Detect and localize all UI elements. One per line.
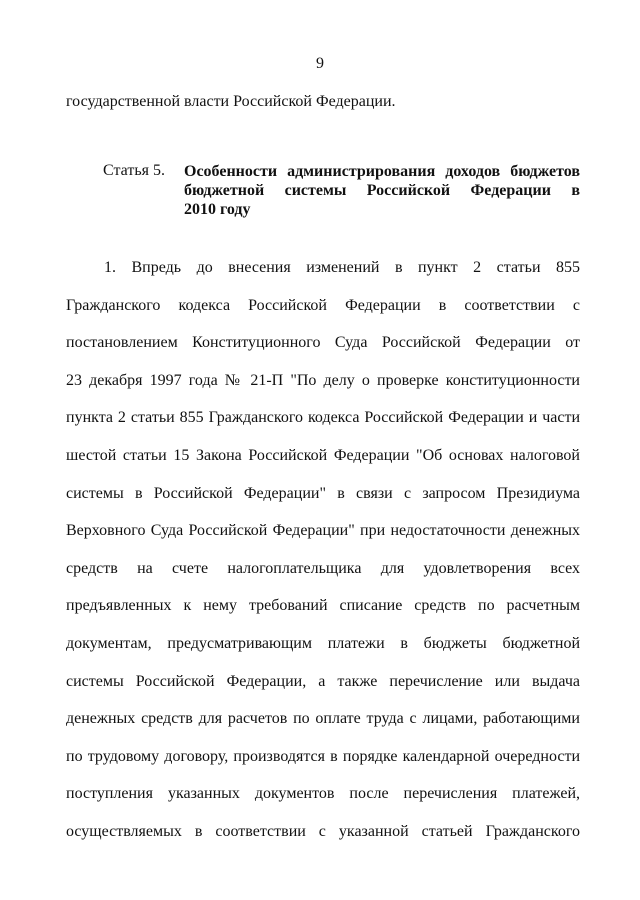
article-title <box>184 162 580 219</box>
paragraph-line: шестой статьи 15 Закона Российской Федерации "Об основах налоговой <box>66 446 580 464</box>
paragraph-line: Верховного Суда Российской Федерации" при недостаточности денежных <box>66 522 580 540</box>
carry-over-text: государственной власти Российской Федерации. <box>66 93 396 110</box>
article-label: Статья 5. <box>103 162 165 179</box>
paragraph-line: системы Российской Федерации, а также перечисление или выдача <box>66 672 580 690</box>
paragraph-line: системы в Российской Федерации" в связи с запросом Президиума <box>66 484 580 502</box>
paragraph-line: денежных средств для расчетов по оплате труда с лицами, работающими <box>66 710 580 728</box>
paragraph-line: 1. Впредь до внесения изменений в пункт 2 статьи 855 <box>104 259 580 276</box>
paragraph-line: документам, предусматривающим платежи в бюджеты бюджетной <box>66 634 580 652</box>
paragraph-line: 23 декабря 1997 года № 21-П "По делу о проверке конституционности <box>66 371 580 389</box>
article-title-line: Особенности администрирования доходов бюджетов <box>184 163 580 180</box>
paragraph-line: осуществляемых в соответствии с указанной статьей Гражданского <box>66 822 580 840</box>
paragraph-line: Гражданского кодекса Российской Федерации в соответствии с <box>66 296 580 314</box>
paragraph-line: пункта 2 статьи 855 Гражданского кодекса Российской Федерации и части <box>66 409 580 427</box>
paragraph-body <box>66 258 580 860</box>
paragraph-line: поступления указанных документов после перечисления платежей, <box>66 785 580 803</box>
article-title-line: бюджетной системы Российской Федерации в <box>184 182 580 199</box>
page-number: 9 <box>316 55 324 72</box>
paragraph-line: средств на счете налогоплательщика для удовлетворения всех <box>66 559 580 577</box>
paragraph-line: по трудовому договору, производятся в порядке календарной очередности <box>66 747 580 765</box>
article-title-line: 2010 году <box>184 201 251 218</box>
paragraph-line: предъявленных к нему требований списание средств по расчетным <box>66 597 580 615</box>
paragraph-line: постановлением Конституционного Суда Российской Федерации от <box>66 334 580 352</box>
